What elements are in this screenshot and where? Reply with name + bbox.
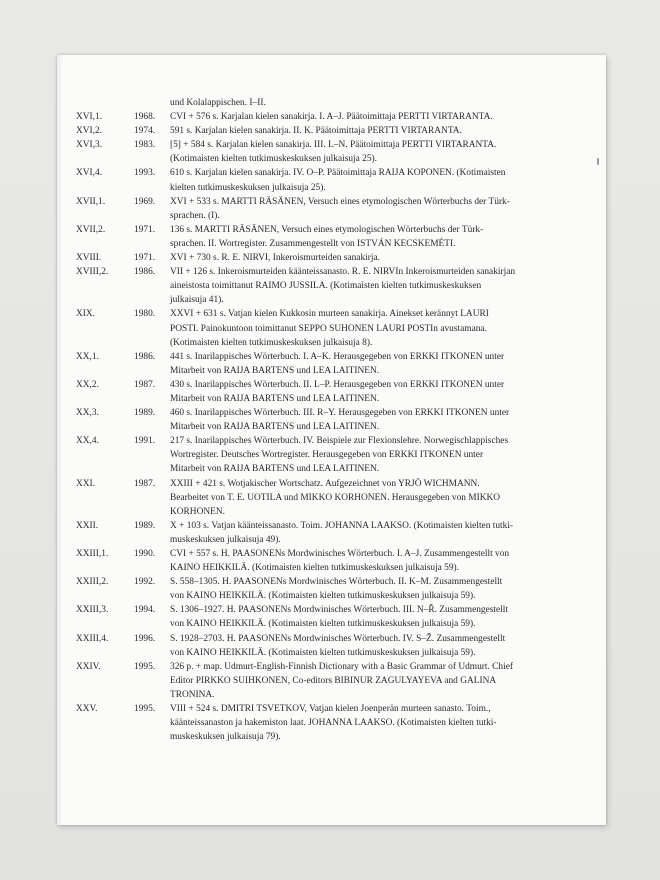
entry-row	[76, 166, 562, 180]
volume-number	[76, 730, 134, 744]
entry-row	[76, 251, 562, 265]
volume-number	[76, 336, 134, 350]
entry-description-line: XXVI + 631 s. Vatjan kielen Kukkosin murteen sanakirja. Ainekset kerännyt LAURI	[170, 309, 489, 320]
page-shadow	[57, 55, 63, 825]
publication-year	[134, 505, 170, 519]
publication-year: 1974.	[134, 126, 156, 137]
publication-year	[134, 448, 170, 462]
volume-number: XX,1.	[76, 351, 99, 362]
entry-continuation-row	[76, 322, 562, 336]
entry-description-line: 326 p. + map. Udmurt-English-Finnish Dictionary with a Basic Grammar of Udmurt. Chief	[170, 661, 513, 672]
entry-description-line: 441 s. Inarilappisches Wörterbuch. I. A–K. Herausgegeben von ERKKI ITKONEN unter	[170, 351, 505, 362]
entry-description-line: Mitarbeit von RAIJA BARTENS und LEA LAITINEN.	[170, 464, 380, 475]
entry-description-line: KORHONEN.	[170, 506, 225, 517]
volume-number: XXIV.	[76, 661, 101, 672]
entry-description-line: sprachen. II. Wortregister. Zusammengestellt von ISTVÁN KECSKEMÉTI.	[170, 238, 456, 249]
entry-description-line: XVI + 730 s. R. E. NIRVI, Inkeroismurteiden sanakirja.	[170, 253, 380, 264]
volume-number: XXIII,4.	[76, 633, 109, 644]
entry-row	[76, 378, 562, 392]
volume-number	[76, 646, 134, 660]
entry-continuation-row	[76, 716, 562, 730]
publication-year	[134, 322, 170, 336]
entry-description-line: muskeskuksen julkaisuja 49).	[170, 534, 281, 545]
entry-description-line: 217 s. Inarilappisches Wörterbuch. IV. Beispiele zur Flexionslehre. Norwegischlappisches	[170, 436, 509, 447]
volume-number	[76, 420, 134, 434]
entry-continuation-row	[76, 392, 562, 406]
publication-year	[134, 420, 170, 434]
entry-description-line: S. 558–1305. H. PAASONENs Mordwinisches Wörterbuch. II. K–M. Zusammengestellt	[170, 577, 503, 588]
volume-number: XVIII,2.	[76, 267, 109, 278]
continuation-line	[76, 96, 562, 110]
volume-number: XXIII,3.	[76, 605, 109, 616]
volume-number	[76, 237, 134, 251]
entry-description-line: Mitarbeit von RAIJA BARTENS und LEA LAITINEN.	[170, 393, 380, 404]
entry-description-line: Mitarbeit von RAIJA BARTENS und LEA LAITINEN.	[170, 365, 380, 376]
entry-row	[76, 307, 562, 321]
entry-description-line: Bearbeitet von T. E. UOTILA und MIKKO KORHONEN. Herausgegeben von MIKKO	[170, 492, 501, 503]
publication-year: 1986.	[134, 351, 156, 362]
publication-year: 1990.	[134, 549, 156, 559]
publication-year	[134, 491, 170, 505]
volume-number	[76, 688, 134, 702]
publication-year: 1991.	[134, 436, 156, 447]
entry-description-line: CVI + 557 s. H. PAASONENs Mordwinisches Wörterbuch. I. A–J. Zusammengestellt von	[170, 549, 510, 559]
entry-description-line: kielten tutkimuskeskuksen julkaisuja 25).	[170, 182, 326, 193]
entry-row	[76, 434, 562, 448]
publication-year: 1995.	[134, 704, 156, 715]
volume-number: XVII,2.	[76, 224, 106, 235]
entry-row	[76, 124, 562, 138]
entry-continuation-row	[76, 462, 562, 476]
entry-row	[76, 547, 562, 561]
volume-number	[76, 293, 134, 307]
entry-continuation-row	[76, 209, 562, 223]
publication-year: 1987.	[134, 379, 156, 390]
entry-description-line: CVI + 576 s. Karjalan kielen sanakirja. I. A–J. Päätoimittaja PERTTI VIRTARANTA.	[170, 112, 493, 123]
publication-year	[134, 462, 170, 476]
entry-continuation-row	[76, 561, 562, 575]
entry-continuation-row	[76, 293, 562, 307]
entry-continuation-row	[76, 505, 562, 519]
publication-year: 1986.	[134, 267, 156, 278]
volume-number	[76, 448, 134, 462]
publication-year: 1994.	[134, 605, 156, 616]
publication-year: 1989.	[134, 520, 156, 531]
entry-description-line: sprachen. (I).	[170, 210, 220, 221]
volume-number: XVI,3.	[76, 140, 103, 151]
volume-number: XIX.	[76, 309, 96, 320]
publication-year: 1971.	[134, 224, 156, 235]
publication-year	[134, 209, 170, 223]
entry-description-line: Editor PIRKKO SUIHKONEN, Co-editors BIBINUR ZAGULYAYEVA and GALINA	[170, 675, 497, 686]
publication-year	[134, 561, 170, 575]
entry-description-line: Wortregister. Deutsches Wortregister. Herausgegeben von ERKKI ITKONEN unter	[170, 450, 484, 461]
volume-number	[76, 322, 134, 336]
volume-number: XVII,1.	[76, 196, 106, 207]
entry-description-line: [5] + 584 s. Karjalan kielen sanakirja. III. L–N. Päätoimittaja PERTTI VIRTARANTA.	[170, 140, 497, 151]
volume-number	[76, 589, 134, 603]
entry-description-line: käänteissanaston ja hakemiston laat. JOHANNA LAAKSO. (Kotimaisten kielten tutki-	[170, 718, 497, 729]
volume-number	[76, 209, 134, 223]
entry-row	[76, 702, 562, 716]
volume-number: XVI,2.	[76, 126, 103, 137]
entry-description-line: XVI + 533 s. MARTTI RÄSÄNEN, Versuch eines etymologischen Wörterbuchs der Türk-	[170, 196, 510, 207]
volume-number: XX,3.	[76, 408, 99, 419]
publication-year	[134, 181, 170, 195]
publication-year	[134, 392, 170, 406]
entry-description-line: 430 s. Inarilappisches Wörterbuch. II. L–P. Herausgegeben von ERKKI ITKONEN unter	[170, 379, 505, 390]
volume-number: XXV.	[76, 704, 98, 715]
publication-year	[134, 716, 170, 730]
entry-row	[76, 477, 562, 491]
publication-year: 1980.	[134, 309, 156, 320]
entry-description-line: (Kotimaisten kielten tutkimuskeskuksen julkaisuja 25).	[170, 154, 378, 165]
entry-row	[76, 603, 562, 617]
volume-number	[76, 462, 134, 476]
entry-description-line: von KAINO HEIKKILÄ. (Kotimaisten kielten tutkimuskeskuksen julkaisuja 59).	[170, 619, 476, 630]
entry-row	[76, 265, 562, 279]
entry-continuation-row	[76, 533, 562, 547]
entry-continuation-row	[76, 152, 562, 166]
volume-number	[76, 533, 134, 547]
entry-continuation-row	[76, 181, 562, 195]
entry-description-line: S. 1928–2703. H. PAASONENs Mordwinisches Wörterbuch. IV. S–Ž. Zusammengestellt	[170, 633, 506, 644]
volume-number: XXI.	[76, 478, 96, 489]
publication-year: 1983.	[134, 140, 156, 151]
entry-description-line: 136 s. MARTTI RÄSÄNEN, Versuch eines etymologischen Wörterbuchs der Türk-	[170, 224, 484, 235]
publication-year	[134, 237, 170, 251]
entry-row	[76, 575, 562, 589]
entry-description-line: von KAINO HEIKKILÄ. (Kotimaisten kielten tutkimuskeskuksen julkaisuja 59).	[170, 591, 476, 602]
entry-continuation-row	[76, 589, 562, 603]
entry-description-line: von KAINO HEIKKILÄ. (Kotimaisten kielten tutkimuskeskuksen julkaisuja 59).	[170, 647, 476, 658]
volume-number: XXIII,1.	[76, 549, 109, 559]
volume-number	[76, 491, 134, 505]
publication-year: 1992.	[134, 577, 156, 588]
volume-number: XVI,4.	[76, 168, 103, 179]
publication-year: 1993.	[134, 168, 156, 179]
entry-continuation-row	[76, 420, 562, 434]
publication-year: 1971.	[134, 253, 156, 264]
entry-description-line: TRONINA.	[170, 689, 215, 700]
entry-row	[76, 138, 562, 152]
entry-description-line: julkaisuja 41).	[170, 295, 224, 306]
entry-row	[76, 406, 562, 420]
publication-year: 1995.	[134, 661, 156, 672]
publication-year	[134, 688, 170, 702]
volume-number	[76, 279, 134, 293]
volume-number	[76, 674, 134, 688]
volume-number	[76, 364, 134, 378]
entry-description-line: 460 s. Inarilappisches Wörterbuch. III. R–Y. Herausgegeben von ERKKI ITKONEN unter	[170, 408, 510, 419]
bibliography-list	[76, 96, 562, 744]
publication-year: 1968.	[134, 112, 156, 123]
entry-row	[76, 350, 562, 364]
entry-continuation-row	[76, 336, 562, 350]
entry-row	[76, 195, 562, 209]
publication-year: 1969.	[134, 196, 156, 207]
entry-description-line: KAINO HEIKKILÄ. (Kotimaisten kielten tutkimuskeskuksen julkaisuja 59).	[170, 563, 460, 574]
entry-continuation-row	[76, 237, 562, 251]
publication-year	[134, 533, 170, 547]
entry-description-line: XXIII + 421 s. Wotjakischer Wortschatz. Aufgezeichnet von YRJÖ WICHMANN.	[170, 478, 480, 489]
entry-description-line: Mitarbeit von RAIJA BARTENS und LEA LAITINEN.	[170, 422, 380, 433]
entry-continuation-row	[76, 730, 562, 744]
entry-continuation-row	[76, 448, 562, 462]
volume-number	[76, 716, 134, 730]
entry-description-line: S. 1306–1927. H. PAASONENs Mordwinisches Wörterbuch. III. N–Ř. Zusammengestellt	[170, 605, 508, 616]
entry-row	[76, 110, 562, 124]
entry-description-line: aineistosta toimittanut RAIMO JUSSILA. (Kotimaisten kielten tutkimuskeskuksen	[170, 281, 482, 292]
volume-number	[76, 392, 134, 406]
volume-number	[76, 505, 134, 519]
entry-continuation-row	[76, 674, 562, 688]
publication-year	[134, 364, 170, 378]
volume-number: XX,4.	[76, 436, 99, 447]
paper-speck	[597, 158, 599, 165]
volume-number: XX,2.	[76, 379, 99, 390]
entry-row	[76, 632, 562, 646]
continuation-text: und Kolalappischen. I–II.	[170, 98, 266, 108]
entry-continuation-row	[76, 688, 562, 702]
entry-row	[76, 223, 562, 237]
entry-description-line: 591 s. Karjalan kielen sanakirja. II. K. Päätoimittaja PERTTI VIRTARANTA.	[170, 126, 462, 137]
entry-row	[76, 519, 562, 533]
publication-year	[134, 336, 170, 350]
publication-year	[134, 617, 170, 631]
volume-number	[76, 152, 134, 166]
volume-number	[76, 181, 134, 195]
entry-continuation-row	[76, 279, 562, 293]
volume-number: XXII.	[76, 520, 99, 531]
entry-description-line: POSTI. Painokuntoon toimittanut SEPPO SUHONEN LAURI POSTIn avustamana.	[170, 323, 487, 334]
volume-number	[76, 561, 134, 575]
entry-continuation-row	[76, 646, 562, 660]
publication-year: 1996.	[134, 633, 156, 644]
entry-description-line: X + 103 s. Vatjan käänteissanasto. Toim. JOHANNA LAAKSO. (Kotimaisten kielten tutki-	[170, 520, 514, 531]
entry-continuation-row	[76, 364, 562, 378]
entry-description-line: muskeskuksen julkaisuja 79).	[170, 732, 281, 743]
publication-year	[134, 152, 170, 166]
publication-year	[134, 730, 170, 744]
volume-number: XXIII,2.	[76, 577, 109, 588]
volume-number: XVI,1.	[76, 112, 103, 123]
entry-continuation-row	[76, 491, 562, 505]
publication-year	[134, 293, 170, 307]
publication-year	[134, 674, 170, 688]
publication-year	[134, 589, 170, 603]
entry-description-line: (Kotimaisten kielten tutkimuskeskuksen julkaisuja 8).	[170, 337, 373, 348]
volume-number: XVIII.	[76, 253, 102, 264]
entry-row	[76, 660, 562, 674]
entry-continuation-row	[76, 617, 562, 631]
publication-year: 1989.	[134, 408, 156, 419]
publication-year: 1987.	[134, 478, 156, 489]
entry-description-line: VIII + 524 s. DMITRI TSVETKOV, Vatjan kielen Joenperän murteen sanasto. Toim.,	[170, 704, 491, 715]
entry-description-line: 610 s. Karjalan kielen sanakirja. IV. O–P. Päätoimittaja RAIJA KOPONEN. (Kotimaisten	[170, 168, 506, 179]
entry-description-line: VII + 126 s. Inkeroismurteiden käänteissanasto. R. E. NIRVIn Inkeroismurteiden sanakirjan	[170, 267, 516, 278]
publication-year	[134, 279, 170, 293]
volume-number	[76, 617, 134, 631]
publication-year	[134, 646, 170, 660]
